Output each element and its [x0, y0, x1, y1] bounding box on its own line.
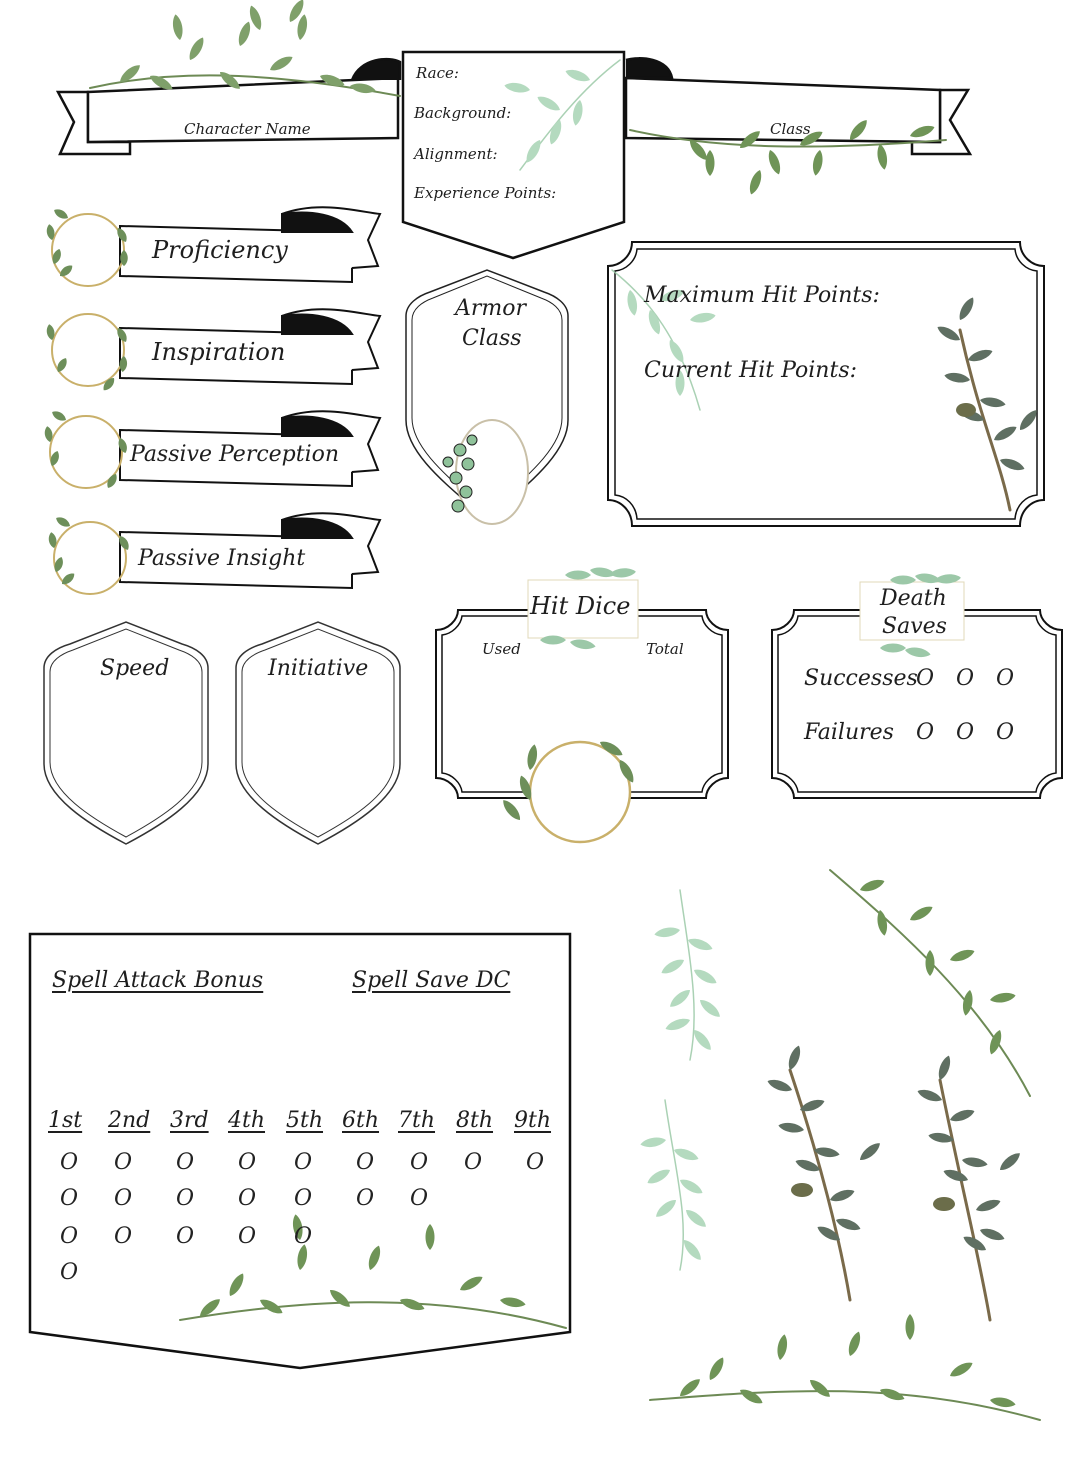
successes-label: Successes [804, 666, 918, 691]
spell-level-6-label: 6th [342, 1108, 380, 1133]
death-saves-title-line2: Saves [882, 614, 947, 639]
success-checkbox-1[interactable]: O [915, 666, 935, 691]
spell-slot-6-2[interactable]: O [355, 1186, 375, 1211]
initiative-label: Initiative [268, 656, 369, 681]
experience-points-label: Experience Points: [414, 184, 557, 202]
failure-checkbox-1[interactable]: O [915, 720, 935, 745]
armor-class-label-line2: Class [462, 326, 522, 351]
success-checkbox-3[interactable]: O [995, 666, 1015, 691]
proficiency-label: Proficiency [152, 236, 288, 264]
spell-slot-5-2[interactable]: O [293, 1186, 313, 1211]
death-saves-title-line1: Death [880, 586, 947, 611]
max-hit-points-label: Maximum Hit Points: [644, 283, 880, 308]
race-label: Race: [416, 64, 459, 82]
spell-slot-2-3[interactable]: O [113, 1224, 133, 1249]
spell-slot-3-2[interactable]: O [175, 1186, 195, 1211]
inspiration-label: Inspiration [152, 338, 286, 366]
banner-wreaths [44, 207, 132, 594]
spell-slot-7-2[interactable]: O [409, 1186, 429, 1211]
spell-level-1-label: 1st [48, 1108, 83, 1133]
alignment-label: Alignment: [414, 145, 498, 163]
armor-class-label-line1: Armor [455, 296, 527, 321]
passive-insight-label: Passive Insight [138, 546, 306, 571]
class-label: Class [770, 120, 811, 138]
spell-slot-2-2[interactable]: O [113, 1186, 133, 1211]
class-ribbon [626, 58, 970, 154]
failure-checkbox-2[interactable]: O [955, 720, 975, 745]
failure-checkbox-3[interactable]: O [995, 720, 1015, 745]
spell-slot-5-1[interactable]: O [293, 1150, 313, 1175]
spell-slot-4-2[interactable]: O [237, 1186, 257, 1211]
hit-dice-used-label: Used [482, 640, 521, 658]
speed-label: Speed [100, 656, 170, 681]
spell-slot-1-3[interactable]: O [59, 1224, 79, 1249]
spell-slot-7-1[interactable]: O [409, 1150, 429, 1175]
character-name-ribbon [58, 59, 400, 154]
failures-label: Failures [804, 720, 894, 745]
spell-slot-6-1[interactable]: O [355, 1150, 375, 1175]
spell-slot-1-2[interactable]: O [59, 1186, 79, 1211]
spell-slot-5-3[interactable]: O [293, 1224, 313, 1249]
spell-level-3-label: 3rd [170, 1108, 209, 1133]
current-hit-points-label: Current Hit Points: [644, 358, 858, 383]
spell-level-9-label: 9th [514, 1108, 552, 1133]
hit-dice-total-label: Total [646, 640, 684, 658]
spell-slot-4-3[interactable]: O [237, 1224, 257, 1249]
spell-slot-4-1[interactable]: O [237, 1150, 257, 1175]
hit-dice-title: Hit Dice [530, 592, 631, 620]
spell-level-8-label: 8th [456, 1108, 494, 1133]
spell-slot-9-1[interactable]: O [525, 1150, 545, 1175]
spell-slot-1-1[interactable]: O [59, 1150, 79, 1175]
spell-slot-3-3[interactable]: O [175, 1224, 195, 1249]
spell-slot-2-1[interactable]: O [113, 1150, 133, 1175]
spell-level-5-label: 5th [286, 1108, 324, 1133]
spell-attack-bonus-label: Spell Attack Bonus [52, 968, 264, 993]
spell-slot-1-4[interactable]: O [59, 1260, 79, 1285]
spell-slot-8-1[interactable]: O [463, 1150, 483, 1175]
stat-banners [120, 207, 380, 588]
success-checkbox-2[interactable]: O [955, 666, 975, 691]
passive-perception-label: Passive Perception [130, 442, 340, 467]
spell-level-7-label: 7th [398, 1108, 436, 1133]
spell-level-2-label: 2nd [108, 1108, 151, 1133]
character-name-label: Character Name [184, 120, 311, 138]
spell-save-dc-label: Spell Save DC [352, 968, 511, 993]
background-label: Background: [414, 104, 512, 122]
spell-level-4-label: 4th [228, 1108, 266, 1133]
spell-slot-3-1[interactable]: O [175, 1150, 195, 1175]
